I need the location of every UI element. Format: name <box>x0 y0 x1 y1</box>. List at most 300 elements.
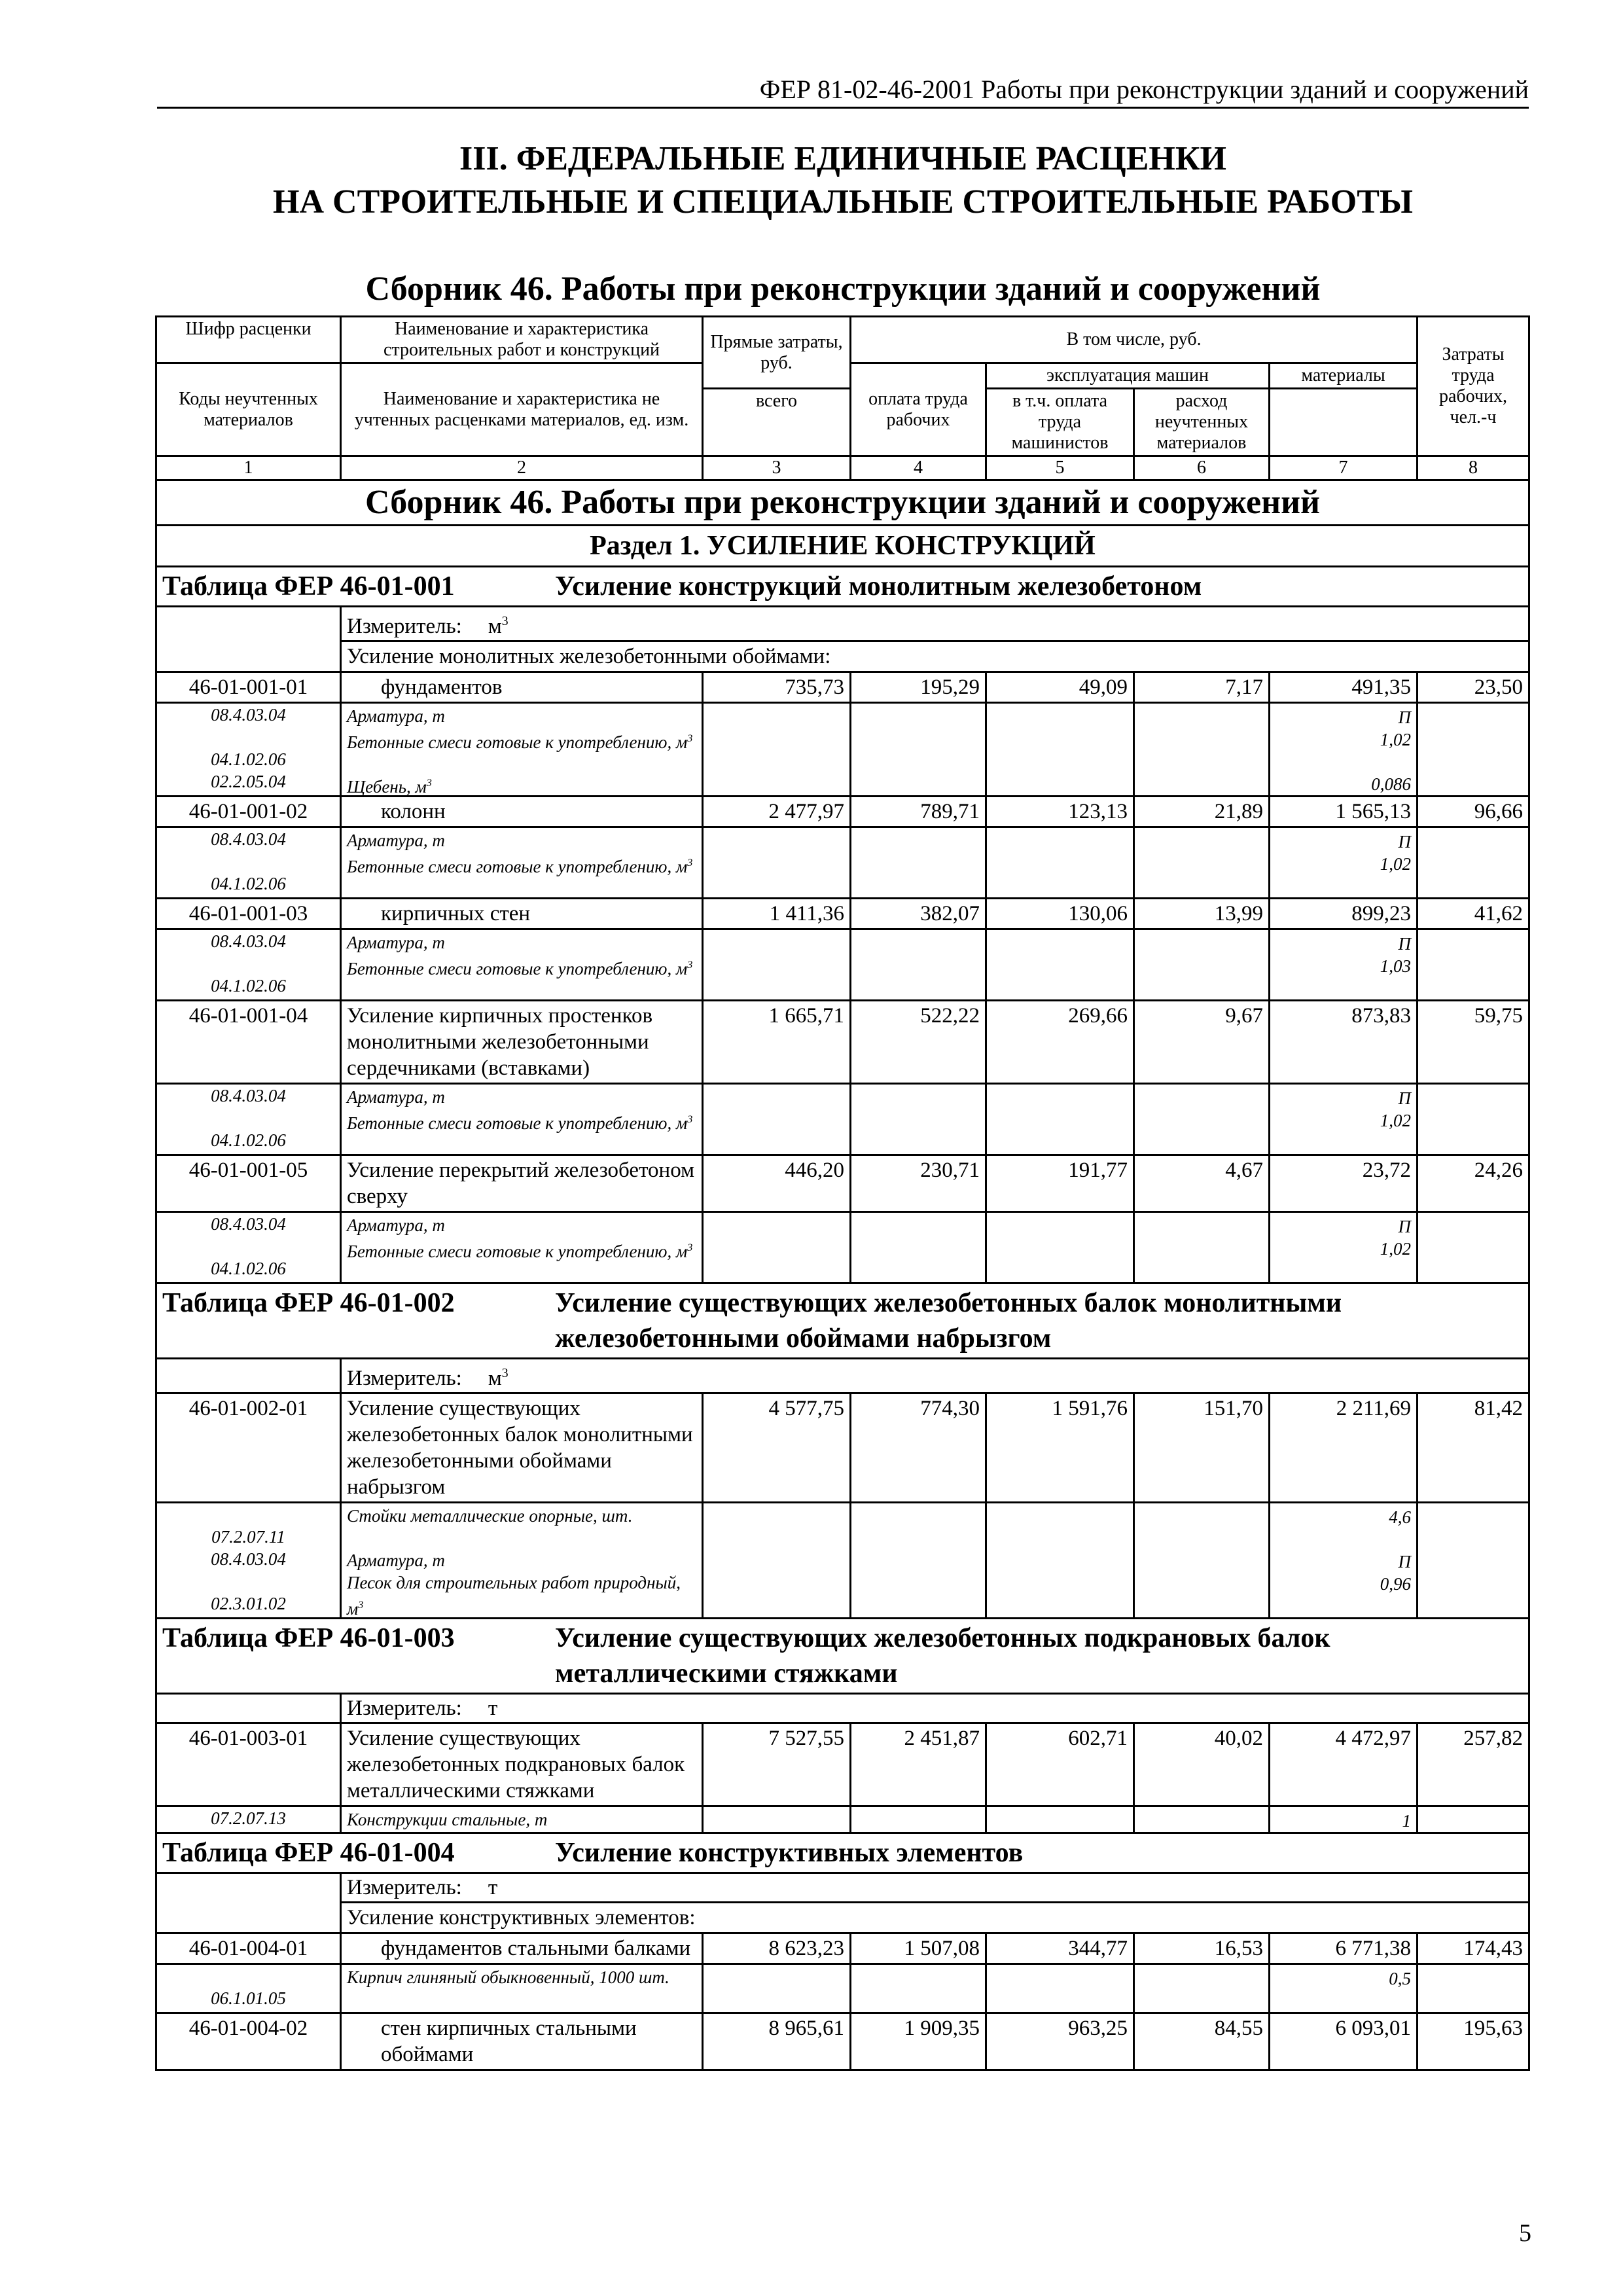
empty-cell <box>1418 1084 1529 1155</box>
material-name <box>347 1549 696 1571</box>
empty-cell <box>1134 703 1270 797</box>
material-name-text: Арматура, т <box>347 706 445 726</box>
empty-cell <box>986 1212 1134 1283</box>
empty-cell <box>1418 1806 1529 1833</box>
group-heading: Усиление монолитных железобетонными обоймами: <box>341 641 1529 672</box>
material-row <box>156 1503 1529 1619</box>
labor-hours: 59,75 <box>1418 1001 1529 1084</box>
measure-row <box>156 1873 1529 1903</box>
rate-row <box>156 1933 1529 1964</box>
machines-total: 1 591,76 <box>986 1393 1134 1503</box>
empty-cell <box>851 827 986 899</box>
material-row <box>156 929 1529 1001</box>
direct-costs: 735,73 <box>703 672 851 703</box>
material-name <box>347 1505 696 1549</box>
material-name <box>347 954 696 998</box>
measure-spacer <box>156 607 341 641</box>
measure-label: Измеритель: <box>347 1367 462 1390</box>
material-name-text: Бетонные смеси готовые к употреблению, м <box>347 1113 688 1133</box>
material-name <box>347 931 696 954</box>
table-number: Таблица ФЕР 46-01-002 <box>162 1288 455 1318</box>
machines-total: 130,06 <box>986 899 1134 929</box>
empty-cell <box>986 1084 1134 1155</box>
column-number: 7 <box>1270 456 1418 480</box>
material-quantities <box>1270 827 1418 899</box>
measure-row <box>156 1359 1529 1393</box>
rate-row <box>156 1155 1529 1212</box>
empty-cell <box>1134 1503 1270 1619</box>
table-title <box>156 567 1529 607</box>
machines-total: 49,09 <box>986 672 1134 703</box>
material-unit-exponent: 3 <box>426 777 432 789</box>
worker-pay: 382,07 <box>851 899 986 929</box>
empty-cell <box>703 1806 851 1833</box>
empty-cell <box>703 1084 851 1155</box>
empty-cell <box>851 1806 986 1833</box>
materials-cost: 2 211,69 <box>1270 1393 1418 1503</box>
material-quantity: П <box>1398 1552 1412 1571</box>
rate-code: 46-01-001-04 <box>156 1001 341 1084</box>
material-name-text: Арматура, т <box>347 933 445 952</box>
group-spacer <box>156 1903 341 1933</box>
rate-row <box>156 2013 1529 2070</box>
material-quantities <box>1270 1964 1418 2013</box>
machines-total: 602,71 <box>986 1723 1134 1806</box>
header-direct-costs: Прямые затраты, руб. <box>703 317 851 389</box>
table-name: Усиление существующих железобетонных балок монолитными железобетонными обоймами набрызгом <box>555 1288 1342 1354</box>
operator-pay: 7,17 <box>1134 672 1270 703</box>
material-row <box>156 1084 1529 1155</box>
material-name-text: Бетонные смеси готовые к употреблению, м <box>347 1242 688 1261</box>
material-names <box>341 929 703 1001</box>
measure-label: Измеритель: <box>347 1876 462 1899</box>
material-codes <box>156 1964 341 2013</box>
collection-heading: Сборник 46. Работы при реконструкции зданий и сооружений <box>156 480 1529 526</box>
material-name-text: Арматура, т <box>347 1551 445 1570</box>
material-unit-exponent: 3 <box>687 857 693 869</box>
worker-pay: 774,30 <box>851 1393 986 1503</box>
column-number: 8 <box>1418 456 1529 480</box>
group-heading: Усиление конструктивных элементов: <box>341 1903 1529 1933</box>
material-name-text: Щебень, м <box>347 777 427 797</box>
material-quantity: П <box>1398 832 1412 852</box>
material-unit-exponent: 3 <box>687 732 693 744</box>
material-codes <box>156 703 341 797</box>
empty-cell <box>851 1084 986 1155</box>
header-material-codes: Коды неучтенных материалов <box>156 363 341 456</box>
machines-total: 123,13 <box>986 797 1134 827</box>
rate-row <box>156 899 1529 929</box>
materials-cost: 23,72 <box>1270 1155 1418 1212</box>
direct-costs: 2 477,97 <box>703 797 851 827</box>
rate-name: фундаментов <box>341 672 703 703</box>
table-number: Таблица ФЕР 46-01-003 <box>162 1623 455 1653</box>
measure-cell <box>341 1873 1529 1903</box>
header-row-1 <box>156 317 1529 363</box>
rate-code: 46-01-002-01 <box>156 1393 341 1503</box>
material-names <box>341 1212 703 1283</box>
empty-cell <box>1418 1212 1529 1283</box>
material-name-text: Конструкции стальные, т <box>347 1810 548 1829</box>
empty-cell <box>1418 827 1529 899</box>
main-title <box>157 137 1529 224</box>
material-name <box>347 1571 696 1619</box>
group-spacer <box>156 641 341 672</box>
material-code: 08.4.03.04 <box>211 705 286 725</box>
material-quantities <box>1270 1212 1418 1283</box>
rate-name: Усиление существующих железобетонных балок монолитными железобетонными обоймами набрызгом <box>341 1393 703 1503</box>
rate-row <box>156 1723 1529 1806</box>
header-code: Шифр расценки <box>156 317 341 363</box>
operator-pay: 13,99 <box>1134 899 1270 929</box>
material-names <box>341 1964 703 2013</box>
material-code: 08.4.03.04 <box>211 1214 286 1234</box>
machines-total: 344,77 <box>986 1933 1134 1964</box>
material-codes <box>156 1503 341 1619</box>
material-quantity: 1,02 <box>1380 1111 1412 1130</box>
rate-name: фундаментов стальными балками <box>341 1933 703 1964</box>
measure-cell <box>341 1359 1529 1393</box>
operator-pay: 84,55 <box>1134 2013 1270 2070</box>
material-code: 04.1.02.06 <box>211 749 286 769</box>
column-number: 5 <box>986 456 1134 480</box>
worker-pay: 195,29 <box>851 672 986 703</box>
worker-pay: 230,71 <box>851 1155 986 1212</box>
empty-cell <box>1134 1212 1270 1283</box>
material-code: 07.2.07.11 <box>211 1527 285 1547</box>
direct-costs: 8 965,61 <box>703 2013 851 2070</box>
operator-pay: 151,70 <box>1134 1393 1270 1503</box>
empty-cell <box>1134 1806 1270 1833</box>
materials-cost: 899,23 <box>1270 899 1418 929</box>
material-code: 04.1.02.06 <box>211 1130 286 1150</box>
rate-name: Усиление кирпичных простенков монолитными железобетонными сердечниками (вставками) <box>341 1001 703 1084</box>
direct-costs: 1 411,36 <box>703 899 851 929</box>
machines-total: 963,25 <box>986 2013 1134 2070</box>
table-title-row <box>156 567 1529 607</box>
measure-unit: м <box>488 615 502 638</box>
material-row <box>156 703 1529 797</box>
measure-unit-exponent: 3 <box>501 614 508 628</box>
material-quantity: 1,02 <box>1380 1239 1412 1259</box>
measure-unit-exponent: 3 <box>501 1366 508 1380</box>
rate-code: 46-01-001-01 <box>156 672 341 703</box>
table-title <box>156 1619 1529 1694</box>
table-title-row <box>156 1833 1529 1873</box>
empty-cell <box>1134 1084 1270 1155</box>
rate-row <box>156 1393 1529 1503</box>
column-number: 3 <box>703 456 851 480</box>
razdel-row <box>156 526 1529 567</box>
labor-hours: 174,43 <box>1418 1933 1529 1964</box>
material-name-text: Арматура, т <box>347 1087 445 1107</box>
material-quantities <box>1270 1503 1418 1619</box>
material-name-text: Кирпич глиняный обыкновенный, 1000 шт. <box>347 1967 669 1987</box>
material-codes <box>156 1084 341 1155</box>
collection-title: Сборник 46. Работы при реконструкции зданий и сооружений <box>365 270 1321 308</box>
header-worker-pay: оплата труда рабочих <box>851 363 986 456</box>
empty-cell <box>986 827 1134 899</box>
material-codes <box>156 929 341 1001</box>
rates-table <box>155 315 1530 2071</box>
table-title-row <box>156 1619 1529 1694</box>
material-unit-exponent: 3 <box>687 1113 693 1125</box>
direct-costs: 7 527,55 <box>703 1723 851 1806</box>
measure-spacer <box>156 1694 341 1723</box>
machines-total: 191,77 <box>986 1155 1134 1212</box>
empty-cell <box>1418 1964 1529 2013</box>
rate-name: кирпичных стен <box>341 899 703 929</box>
table-name: Усиление существующих железобетонных подкрановых балок металлическими стяжками <box>555 1623 1330 1689</box>
empty-cell <box>703 1964 851 2013</box>
empty-cell <box>986 1503 1134 1619</box>
material-quantities <box>1270 929 1418 1001</box>
table-number: Таблица ФЕР 46-01-004 <box>162 1838 455 1868</box>
materials-cost: 4 472,97 <box>1270 1723 1418 1806</box>
rate-code: 46-01-001-05 <box>156 1155 341 1212</box>
machines-total: 269,66 <box>986 1001 1134 1084</box>
empty-cell <box>986 929 1134 1001</box>
materials-cost: 6 771,38 <box>1270 1933 1418 1964</box>
direct-costs: 1 665,71 <box>703 1001 851 1084</box>
material-name-text: Бетонные смеси готовые к употреблению, м <box>347 732 688 752</box>
material-unit-exponent: 3 <box>687 959 693 971</box>
measure-cell <box>341 1694 1529 1723</box>
measure-row <box>156 1694 1529 1723</box>
labor-hours: 23,50 <box>1418 672 1529 703</box>
material-name <box>347 705 696 727</box>
labor-hours: 41,62 <box>1418 899 1529 929</box>
material-name <box>347 1108 696 1153</box>
material-name-text: Бетонные смеси готовые к употреблению, м <box>347 857 688 876</box>
worker-pay: 522,22 <box>851 1001 986 1084</box>
material-quantities <box>1270 1084 1418 1155</box>
empty-cell <box>986 1806 1134 1833</box>
empty-cell <box>703 1212 851 1283</box>
column-number: 6 <box>1134 456 1270 480</box>
material-names <box>341 1806 703 1833</box>
worker-pay: 1 909,35 <box>851 2013 986 2070</box>
material-name-text: Арматура, т <box>347 831 445 850</box>
material-unit-exponent: 3 <box>687 1242 693 1253</box>
direct-costs: 4 577,75 <box>703 1393 851 1503</box>
header-name: Наименование и характеристика строительных работ и конструкций <box>341 317 703 363</box>
rate-name: колонн <box>341 797 703 827</box>
rate-name: Усиление перекрытий железобетоном сверху <box>341 1155 703 1212</box>
operator-pay: 40,02 <box>1134 1723 1270 1806</box>
rate-code: 46-01-003-01 <box>156 1723 341 1806</box>
rate-row <box>156 672 1529 703</box>
material-name-text: Стойки металлические опорные, шт. <box>347 1506 633 1526</box>
material-quantities <box>1270 703 1418 797</box>
empty-cell <box>851 929 986 1001</box>
operator-pay: 21,89 <box>1134 797 1270 827</box>
labor-hours: 24,26 <box>1418 1155 1529 1212</box>
table-name: Усиление конструкций монолитным железобетоном <box>555 571 1202 601</box>
main-title-line-2: НА СТРОИТЕЛЬНЫЕ И СПЕЦИАЛЬНЫЕ СТРОИТЕЛЬНЫЕ РАБОТЫ <box>273 183 1413 221</box>
material-code: 08.4.03.04 <box>211 1549 286 1569</box>
empty-cell <box>1418 929 1529 1001</box>
operator-pay: 16,53 <box>1134 1933 1270 1964</box>
material-code: 02.2.05.04 <box>211 772 286 791</box>
material-names <box>341 827 703 899</box>
material-quantity: 0,96 <box>1380 1574 1412 1594</box>
column-number: 2 <box>341 456 703 480</box>
material-code: 07.2.07.13 <box>211 1808 286 1828</box>
labor-hours: 257,82 <box>1418 1723 1529 1806</box>
table-number: Таблица ФЕР 46-01-001 <box>162 571 455 601</box>
material-quantity: П <box>1398 934 1412 954</box>
measure-spacer <box>156 1359 341 1393</box>
direct-costs: 446,20 <box>703 1155 851 1212</box>
material-name <box>347 772 696 797</box>
group-row <box>156 641 1529 672</box>
measure-row <box>156 607 1529 641</box>
material-name <box>347 1086 696 1108</box>
empty-cell <box>1134 827 1270 899</box>
rate-name: стен кирпичных стальными обоймами <box>341 2013 703 2070</box>
empty-cell <box>851 1964 986 2013</box>
rate-code: 46-01-004-01 <box>156 1933 341 1964</box>
material-quantities <box>1270 1806 1418 1833</box>
collection-row <box>156 480 1529 526</box>
material-name <box>347 1966 696 2011</box>
material-unit-exponent: 3 <box>358 1599 364 1611</box>
material-codes <box>156 1212 341 1283</box>
header-labor-hours: Затраты труда рабочих, чел.-ч <box>1418 317 1529 456</box>
material-name <box>347 852 696 896</box>
header-including: В том числе, руб. <box>851 317 1418 363</box>
measure-label: Измеритель: <box>347 1696 462 1720</box>
column-number: 4 <box>851 456 986 480</box>
empty-cell <box>851 703 986 797</box>
material-names <box>341 1084 703 1155</box>
measure-spacer <box>156 1873 341 1903</box>
material-name <box>347 1236 696 1281</box>
material-codes <box>156 1806 341 1833</box>
material-code: 08.4.03.04 <box>211 931 286 951</box>
measure-unit: т <box>488 1876 498 1899</box>
rate-code: 46-01-001-02 <box>156 797 341 827</box>
material-quantity: 1 <box>1402 1811 1412 1831</box>
material-code: 04.1.02.06 <box>211 976 286 996</box>
material-row <box>156 1212 1529 1283</box>
header-operator-pay: в т.ч. оплата труда машинистов <box>986 389 1134 456</box>
empty-cell <box>1134 929 1270 1001</box>
material-quantity: П <box>1398 1088 1412 1108</box>
material-row <box>156 827 1529 899</box>
empty-cell <box>986 1964 1134 2013</box>
operator-pay: 4,67 <box>1134 1155 1270 1212</box>
material-code: 08.4.03.04 <box>211 829 286 849</box>
table-title-row <box>156 1283 1529 1359</box>
header-materials: материалы <box>1270 363 1418 389</box>
material-code: 04.1.02.06 <box>211 1259 286 1278</box>
worker-pay: 2 451,87 <box>851 1723 986 1806</box>
material-quantity: П <box>1398 708 1412 727</box>
material-name <box>347 1808 696 1831</box>
material-name-text: Песок для строительных работ природный, м <box>347 1573 681 1619</box>
measure-label: Измеритель: <box>347 615 462 638</box>
materials-cost: 1 565,13 <box>1270 797 1418 827</box>
material-name <box>347 829 696 852</box>
empty-cell <box>703 827 851 899</box>
material-code: 06.1.01.05 <box>211 1988 286 2008</box>
empty-cell <box>1418 703 1529 797</box>
column-number: 1 <box>156 456 341 480</box>
rate-row <box>156 1001 1529 1084</box>
table-title <box>156 1833 1529 1873</box>
table-name: Усиление конструктивных элементов <box>555 1838 1024 1868</box>
page-number: 5 <box>1519 2219 1531 2247</box>
main-title-line-1: III. ФЕДЕРАЛЬНЫЕ ЕДИНИЧНЫЕ РАСЦЕНКИ <box>459 140 1226 177</box>
measure-cell <box>341 607 1529 641</box>
table-title <box>156 1283 1529 1359</box>
labor-hours: 195,63 <box>1418 2013 1529 2070</box>
header-material-consumption: расход неучтенных материалов <box>1134 389 1270 456</box>
empty-cell <box>1134 1964 1270 2013</box>
group-row <box>156 1903 1529 1933</box>
material-quantity: 0,5 <box>1389 1969 1412 1988</box>
column-numbers-row <box>156 456 1529 480</box>
material-code: 04.1.02.06 <box>211 874 286 893</box>
material-quantity: 1,03 <box>1380 956 1412 976</box>
labor-hours: 81,42 <box>1418 1393 1529 1503</box>
materials-cost: 873,83 <box>1270 1001 1418 1084</box>
materials-cost: 6 093,01 <box>1270 2013 1418 2070</box>
section-heading: Раздел 1. УСИЛЕНИЕ КОНСТРУКЦИЙ <box>156 526 1529 567</box>
materials-cost: 491,35 <box>1270 672 1418 703</box>
worker-pay: 1 507,08 <box>851 1933 986 1964</box>
running-header: ФЕР 81-02-46-2001 Работы при реконструкции зданий и сооружений <box>157 75 1529 109</box>
material-quantity: П <box>1398 1217 1412 1236</box>
material-name <box>347 727 696 772</box>
material-quantity: 1,02 <box>1380 730 1412 749</box>
empty-cell <box>986 703 1134 797</box>
measure-unit: м <box>488 1367 502 1390</box>
material-quantity: 1,02 <box>1380 854 1412 874</box>
empty-cell <box>1418 1503 1529 1619</box>
material-quantity: 0,086 <box>1371 774 1412 794</box>
material-name-text: Арматура, т <box>347 1215 445 1235</box>
material-names <box>341 703 703 797</box>
material-names <box>341 1503 703 1619</box>
header-machines-total: всего <box>703 389 851 456</box>
empty-cell <box>703 1503 851 1619</box>
header-machines: эксплуатация машин <box>986 363 1270 389</box>
empty-cell <box>703 703 851 797</box>
empty-cell <box>851 1212 986 1283</box>
rate-code: 46-01-004-02 <box>156 2013 341 2070</box>
material-row <box>156 1806 1529 1833</box>
material-code: 08.4.03.04 <box>211 1086 286 1105</box>
rate-code: 46-01-001-03 <box>156 899 341 929</box>
operator-pay: 9,67 <box>1134 1001 1270 1084</box>
empty-cell <box>703 929 851 1001</box>
rate-name: Усиление существующих железобетонных подкрановых балок металлическими стяжками <box>341 1723 703 1806</box>
rate-row <box>156 797 1529 827</box>
material-quantity: 4,6 <box>1389 1507 1412 1527</box>
material-name <box>347 1214 696 1236</box>
header-material-names: Наименование и характеристика не учтенных расценками материалов, ед. изм. <box>341 363 703 456</box>
direct-costs: 8 623,23 <box>703 1933 851 1964</box>
empty-cell <box>851 1503 986 1619</box>
labor-hours: 96,66 <box>1418 797 1529 827</box>
material-code: 02.3.01.02 <box>211 1594 286 1613</box>
material-codes <box>156 827 341 899</box>
measure-unit: т <box>488 1696 498 1720</box>
material-row <box>156 1964 1529 2013</box>
